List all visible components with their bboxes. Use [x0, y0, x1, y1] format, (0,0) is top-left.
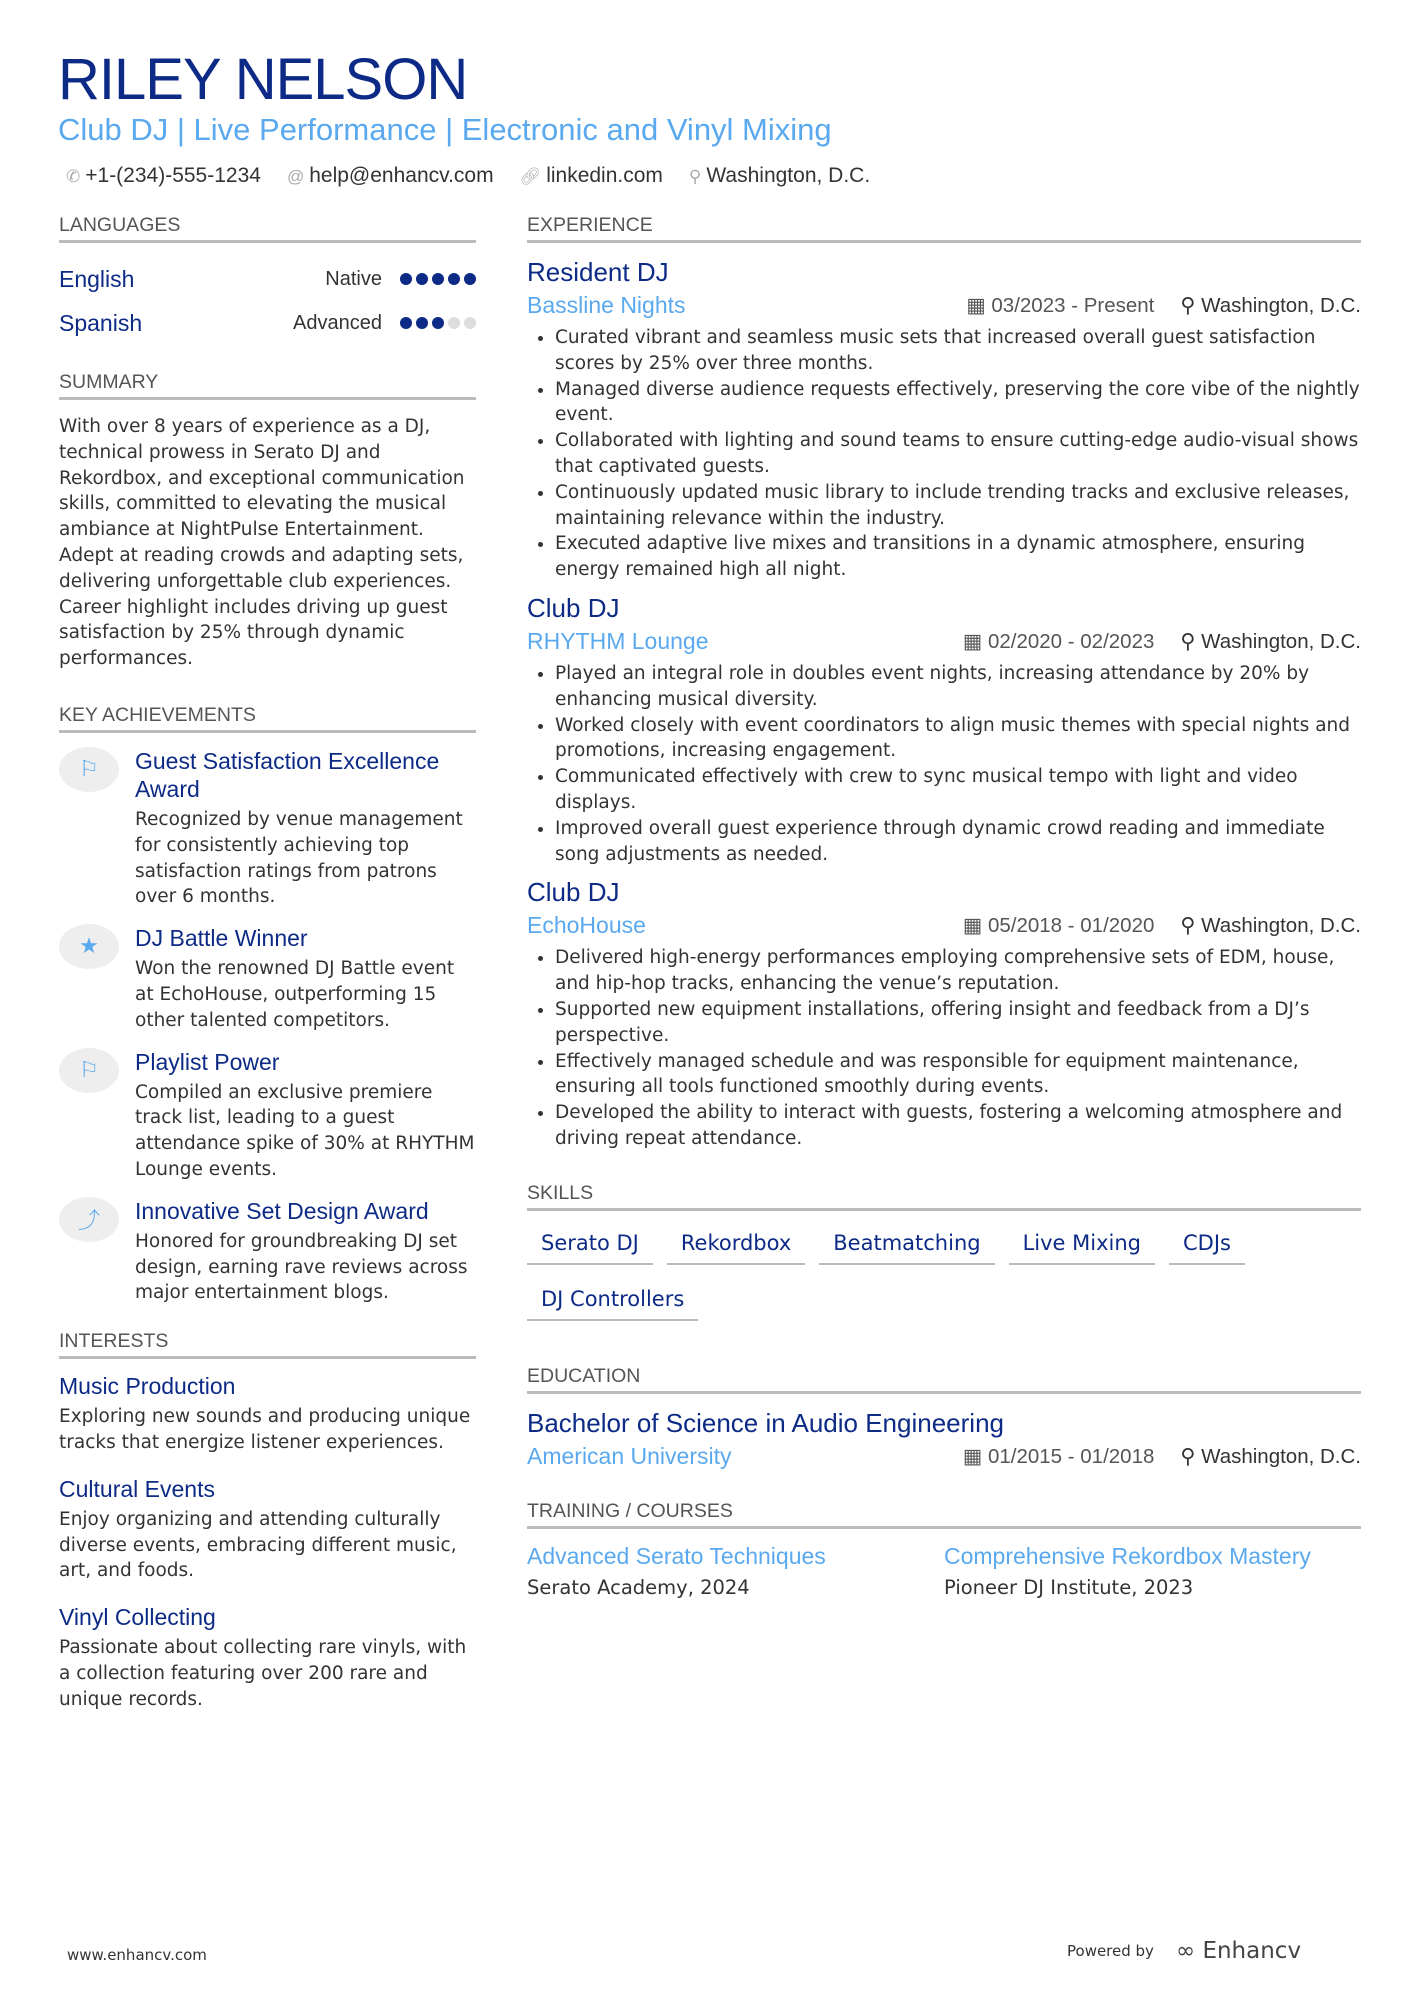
- location-icon: ⚲: [688, 167, 702, 186]
- rating-dot: [448, 317, 460, 329]
- job-bullet: • Effectively managed schedule and was responsible for equipment maintenance, ensuring all tools functioned smoothly during events.: [555, 1049, 1361, 1101]
- interest-item: [59, 1476, 476, 1584]
- location-icon: ⚲: [1180, 1444, 1202, 1468]
- section-title-skills: SKILLS: [527, 1182, 1361, 1211]
- job-location: Washington, D.C.: [1201, 294, 1361, 317]
- rating-dot: [416, 317, 428, 329]
- job-bullets: [527, 945, 1361, 1151]
- section-title-interests: INTERESTS: [59, 1330, 476, 1359]
- location-icon: ⚲: [1180, 294, 1202, 317]
- job-bullet: • Worked closely with event coordinators to align music themes with special nights and promotions, increasing engagement.: [555, 713, 1361, 765]
- summary-text: With over 8 years of experience as a DJ, technical prowess in Serato DJ and Rekordbox, and exceptional communication skills, committed to elevating the musical ambiance at NightPulse Entertainment. Adept at reading crowds and adapting sets, delivering unforgettable club experiences. Career highlight includes driving up guest satisfaction by 25% through dynamic performances.: [59, 416, 465, 670]
- job-entry: [527, 877, 1361, 1151]
- achievement-body: [135, 1197, 476, 1306]
- phone-text: +1-(234)-555-1234: [85, 164, 261, 187]
- skill-tag: Beatmatching: [819, 1225, 994, 1265]
- brand-name: Enhancv: [1202, 1938, 1302, 1964]
- school: American University: [527, 1442, 732, 1469]
- interest-list: [59, 1373, 476, 1712]
- course-list: [527, 1543, 1361, 1599]
- dates: [966, 293, 1154, 318]
- job-meta: [963, 913, 1361, 938]
- job-role: Club DJ: [527, 877, 620, 908]
- language-level: Native: [325, 267, 382, 290]
- location: [1180, 913, 1361, 938]
- email-text: help@enhancv.com: [309, 164, 494, 187]
- rating-dot: [400, 317, 412, 329]
- job-bullet: • Continuously updated music library to include trending tracks and exclusive releases, maintaining relevance within the industry.: [555, 480, 1361, 532]
- link-icon: 🔗︎: [519, 167, 542, 186]
- achievement-desc: Recognized by venue management for consistently achieving top satisfaction ratings from patrons over 6 months.: [135, 808, 463, 908]
- interest-desc: Passionate about collecting rare vinyls, with a collection featuring over 200 rare and unique records.: [59, 1637, 467, 1710]
- job-meta-row: [527, 912, 1361, 939]
- location-text: Washington, D.C.: [706, 164, 871, 187]
- language-item: [59, 257, 476, 301]
- job-meta-row: [527, 628, 1361, 655]
- section-title-experience: EXPERIENCE: [527, 214, 1361, 243]
- language-rating: [400, 317, 476, 329]
- job-bullet: • Supported new equipment installations, offering insight and feedback from a DJ’s perspective.: [555, 997, 1361, 1049]
- achievement-desc: Won the renowned DJ Battle event at EchoHouse, outperforming 15 other talented competitors.: [135, 958, 455, 1031]
- achievement-desc: Honored for groundbreaking DJ set design, earning rave reviews across major entertainment blogs.: [135, 1230, 468, 1304]
- interest-item: [59, 1373, 476, 1456]
- interest-title: Cultural Events: [59, 1475, 215, 1502]
- interest-title: Vinyl Collecting: [59, 1604, 216, 1631]
- enhancv-logo: ∞ Enhancv: [1175, 1938, 1302, 1964]
- job-bullet: • Communicated effectively with crew to sync musical tempo with light and video displays.: [555, 764, 1361, 816]
- job-bullet: • Collaborated with lighting and sound teams to ensure cutting-edge audio-visual shows that captivated guests.: [555, 428, 1361, 480]
- job-bullet: • Curated vibrant and seamless music sets that increased overall guest satisfaction scores by 25% over three months.: [555, 325, 1361, 377]
- star-icon: ★: [59, 924, 119, 969]
- achievement-title: Playlist Power: [135, 1048, 280, 1075]
- language-level: Advanced: [293, 311, 382, 334]
- company-name: RHYTHM Lounge: [527, 627, 709, 654]
- calendar-icon: ▦: [962, 629, 988, 653]
- phone-icon: ✆: [66, 167, 81, 186]
- job-meta: [966, 293, 1361, 318]
- dates: [963, 629, 1155, 654]
- language-rating: [400, 273, 476, 285]
- job-dates: 05/2018 - 01/2020: [987, 914, 1155, 938]
- skill-list: [527, 1225, 1361, 1321]
- interest-title: Music Production: [59, 1373, 236, 1400]
- rating-dot: [400, 273, 412, 285]
- interest-desc: Exploring new sounds and producing unique tracks that energize listener experiences.: [59, 1406, 471, 1453]
- job-bullet: • Executed adaptive live mixes and transitions in a dynamic atmosphere, ensuring energy remained high all night.: [555, 531, 1361, 583]
- education-entry: [527, 1408, 1361, 1470]
- job-dates: 03/2023 - Present: [991, 294, 1155, 317]
- achievement-title: Guest Satisfaction Excellence Award: [135, 747, 440, 802]
- contact-phone[interactable]: [66, 164, 261, 188]
- job-entry: [527, 593, 1361, 867]
- rating-dot: [464, 317, 476, 329]
- course-item: [527, 1543, 944, 1599]
- course-provider: Pioneer DJ Institute, 2023: [944, 1575, 1194, 1599]
- skill-tag: Rekordbox: [667, 1225, 805, 1265]
- job-bullet: • Managed diverse audience requests effectively, preserving the core vibe of the nightly event.: [555, 377, 1361, 429]
- section-title-languages: LANGUAGES: [59, 214, 476, 243]
- candidate-name: RILEY NELSON: [58, 47, 468, 112]
- interest-desc: Enjoy organizing and attending culturally diverse events, embracing different music, art, and foods.: [59, 1508, 457, 1582]
- location: [1180, 629, 1361, 654]
- achievement-title: Innovative Set Design Award: [135, 1197, 429, 1224]
- company-name: EchoHouse: [527, 912, 646, 939]
- company-name: Bassline Nights: [527, 292, 686, 318]
- achievement-item: [59, 1197, 476, 1306]
- achievement-title: DJ Battle Winner: [135, 925, 308, 952]
- course-title: Comprehensive Rekordbox Mastery: [944, 1542, 1311, 1569]
- footer-url[interactable]: www.enhancv.com: [67, 1946, 207, 1964]
- achievement-body: [135, 747, 476, 910]
- language-list: [59, 257, 476, 345]
- footer-powered: [1067, 1938, 1301, 1964]
- job-bullet: • Improved overall guest experience through dynamic crowd reading and immediate song adjustments as needed.: [555, 816, 1361, 868]
- achievement-item: [59, 1048, 476, 1183]
- job-bullet: • Delivered high-energy performances employing comprehensive sets of EDM, house, and hip-hop tracks, enhancing the venue’s reputation.: [555, 945, 1361, 997]
- contact-location: [689, 164, 870, 188]
- education-location: Washington, D.C.: [1201, 1444, 1361, 1468]
- calendar-icon: ▦: [962, 914, 988, 938]
- achievement-body: [135, 1048, 476, 1183]
- contact-linkedin[interactable]: [520, 164, 663, 188]
- job-dates: 02/2020 - 02/2023: [987, 629, 1155, 653]
- powered-by-label: Powered by: [1067, 1942, 1154, 1960]
- job-bullets: [527, 661, 1361, 867]
- job-role: Resident DJ: [527, 257, 669, 287]
- job-bullet: • Developed the ability to interact with guests, fostering a welcoming atmosphere and driving repeat attendance.: [555, 1100, 1361, 1152]
- degree: Bachelor of Science in Audio Engineering: [527, 1407, 1004, 1438]
- calendar-icon: ▦: [966, 294, 992, 317]
- linkedin-text: linkedin.com: [546, 164, 663, 187]
- location: [1180, 293, 1361, 318]
- interest-item: [59, 1604, 476, 1712]
- left-column: [59, 214, 476, 1733]
- course-title: Advanced Serato Techniques: [527, 1542, 826, 1569]
- achievement-item: [59, 747, 476, 910]
- job-role: Club DJ: [527, 592, 620, 623]
- job-meta: [963, 629, 1361, 654]
- flag-icon: ⚐: [59, 1048, 119, 1093]
- section-title-achievements: KEY ACHIEVEMENTS: [59, 704, 476, 733]
- language-name: Spanish: [59, 309, 143, 336]
- section-title-training: TRAINING / COURSES: [527, 1500, 1361, 1529]
- skill-tag: Serato DJ: [527, 1225, 653, 1265]
- rating-dot: [432, 273, 444, 285]
- language-name: English: [59, 265, 135, 292]
- job-location: Washington, D.C.: [1201, 914, 1361, 938]
- section-title-summary: SUMMARY: [59, 371, 476, 400]
- rating-dot: [432, 317, 444, 329]
- education-dates: 01/2015 - 01/2018: [987, 1444, 1155, 1468]
- language-item: [59, 301, 476, 345]
- contact-bar: [66, 164, 870, 188]
- section-title-education: EDUCATION: [527, 1365, 1361, 1394]
- course-provider: Serato Academy, 2024: [527, 1575, 750, 1599]
- flag-icon: ⚐: [59, 747, 119, 792]
- dates: [963, 913, 1155, 938]
- calendar-icon: ▦: [962, 1444, 988, 1468]
- contact-email[interactable]: [287, 164, 494, 188]
- skill-tag: DJ Controllers: [527, 1281, 698, 1321]
- achievement-list: [59, 747, 476, 1306]
- strategy-icon: ⤴: [59, 1197, 119, 1242]
- job-list: [527, 257, 1361, 1152]
- job-entry: [527, 257, 1361, 583]
- headline: Club DJ | Live Performance | Electronic and Vinyl Mixing: [58, 112, 832, 147]
- right-column: [527, 214, 1361, 1599]
- location-icon: ⚲: [1180, 914, 1202, 938]
- skill-tag: Live Mixing: [1009, 1225, 1155, 1265]
- achievement-body: [135, 924, 476, 1033]
- location-icon: ⚲: [1180, 629, 1202, 653]
- rating-dot: [464, 273, 476, 285]
- achievement-item: [59, 924, 476, 1033]
- rating-dot: [448, 273, 460, 285]
- course-item: [944, 1543, 1361, 1599]
- job-location: Washington, D.C.: [1201, 629, 1361, 653]
- at-icon: @: [286, 167, 305, 186]
- job-bullet: • Played an integral role in doubles event nights, increasing attendance by 20% by enhancing musical diversity.: [555, 661, 1361, 713]
- skill-tag: CDJs: [1169, 1225, 1245, 1265]
- rating-dot: [416, 273, 428, 285]
- achievement-desc: Compiled an exclusive premiere track list, leading to a guest attendance spike of 30% at RHYTHM Lounge events.: [135, 1081, 475, 1180]
- job-meta-row: [527, 292, 1361, 319]
- job-bullets: [527, 325, 1361, 583]
